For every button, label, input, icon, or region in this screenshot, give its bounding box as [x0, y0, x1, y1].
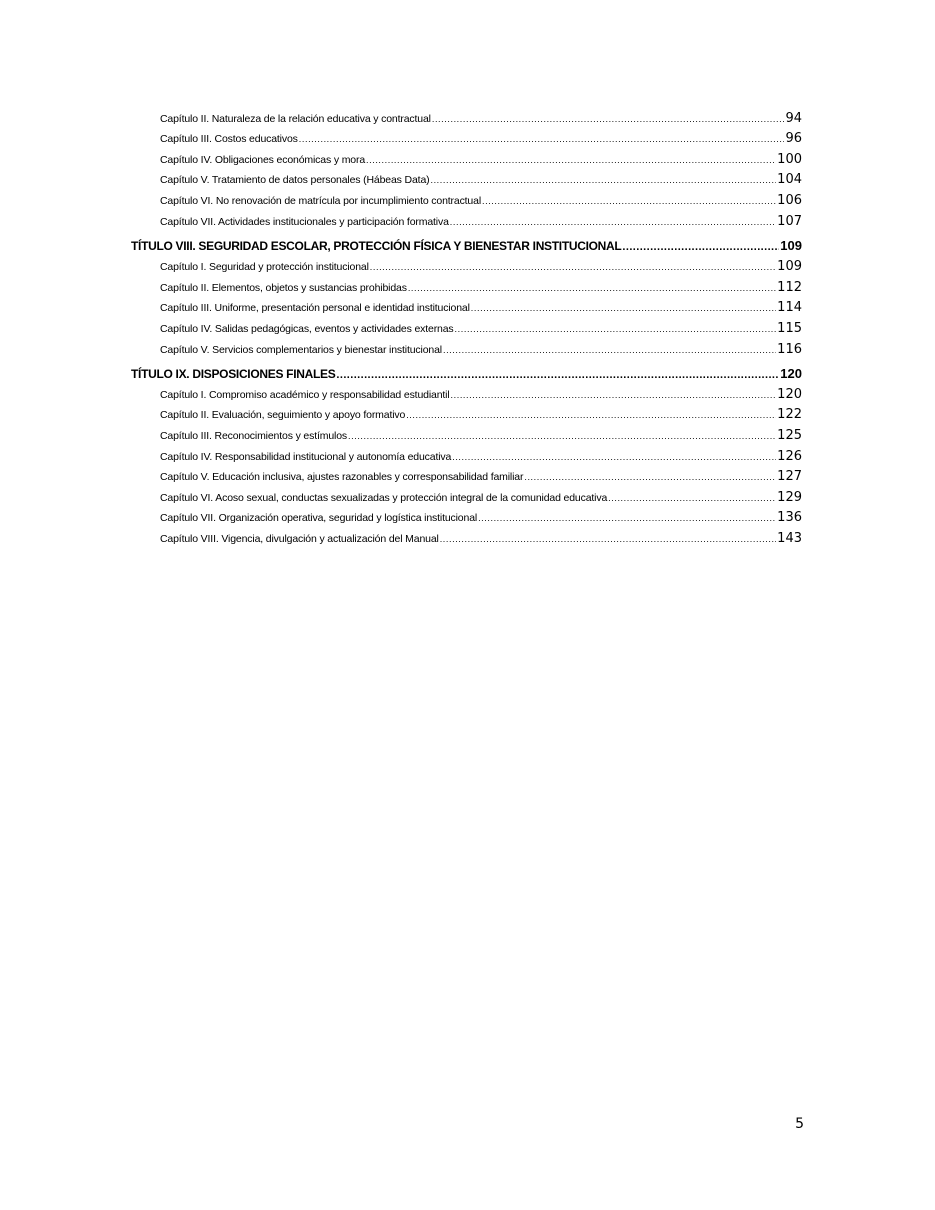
toc-entry-page: 106 — [777, 193, 802, 208]
toc-entry[interactable] — [160, 300, 802, 315]
toc-entry-label: Capítulo VII. Actividades institucionales y participación formativa — [160, 216, 449, 228]
toc-entry-page: 100 — [777, 152, 802, 167]
toc-entry-page: 94 — [785, 111, 802, 126]
toc-title-page: 109 — [780, 238, 802, 253]
dot-leader — [478, 513, 776, 523]
toc-entry[interactable] — [160, 321, 802, 336]
dot-leader — [455, 324, 777, 334]
toc-title-label: TÍTULO VIII. SEGURIDAD ESCOLAR, PROTECCIÓN FÍSICA Y BIENESTAR INSTITUCIONAL — [131, 239, 622, 253]
toc-entry-label: Capítulo II. Evaluación, seguimiento y apoyo formativo — [160, 409, 406, 421]
toc-entry-label: Capítulo VIII. Vigencia, divulgación y actualización del Manual — [160, 533, 439, 545]
toc-entry-label: Capítulo I. Seguridad y protección institucional — [160, 261, 369, 273]
toc-entry[interactable] — [160, 152, 802, 167]
toc-entry-label: Capítulo V. Educación inclusiva, ajustes razonables y corresponsabilidad familiar — [160, 471, 524, 483]
dot-leader — [432, 114, 785, 124]
toc-entry-page: 104 — [777, 172, 802, 187]
dot-leader — [482, 196, 776, 206]
toc-entry[interactable] — [160, 531, 802, 546]
dot-leader — [370, 262, 776, 272]
dot-leader — [451, 390, 777, 400]
toc-title-entry[interactable] — [131, 366, 802, 381]
toc-title-label: TÍTULO IX. DISPOSICIONES FINALES — [131, 367, 336, 381]
toc-entry[interactable] — [160, 342, 802, 357]
dot-leader — [443, 345, 776, 355]
toc-entry[interactable] — [160, 280, 802, 295]
toc-entry-page: 126 — [777, 449, 802, 464]
toc-entry[interactable] — [160, 131, 802, 146]
toc-entry-page: 125 — [777, 428, 802, 443]
toc-entry-label: Capítulo IV. Obligaciones económicas y mora — [160, 154, 366, 166]
toc-entry[interactable] — [160, 214, 802, 229]
toc-entry-label: Capítulo VII. Organización operativa, seguridad y logística institucional — [160, 512, 478, 524]
toc-entry-label: Capítulo II. Elementos, objetos y sustancias prohibidas — [160, 282, 407, 294]
dot-leader — [471, 303, 776, 313]
dot-leader — [366, 155, 776, 165]
toc-entry-label: Capítulo IV. Salidas pedagógicas, eventos y actividades externas — [160, 323, 454, 335]
dot-leader — [336, 369, 779, 381]
toc-entry-label: Capítulo III. Costos educativos — [160, 133, 298, 145]
toc-entry-page: 96 — [785, 131, 802, 146]
toc-entry-page: 115 — [777, 321, 802, 336]
toc-entry[interactable] — [160, 172, 802, 187]
toc-title-entry[interactable] — [131, 238, 802, 253]
dot-leader — [299, 134, 785, 144]
dot-leader — [408, 283, 776, 293]
dot-leader — [440, 534, 776, 544]
toc-entry-page: 114 — [777, 300, 802, 315]
dot-leader — [430, 175, 776, 185]
toc-entry-label: Capítulo I. Compromiso académico y responsabilidad estudiantil — [160, 389, 450, 401]
toc-entry-label: Capítulo VI. Acoso sexual, conductas sexualizadas y protección integral de la comunidad educativa — [160, 492, 608, 504]
toc-entry-page: 129 — [777, 490, 802, 505]
toc-entry-page: 136 — [777, 510, 802, 525]
toc-entry[interactable] — [160, 111, 802, 126]
toc-title-page: 120 — [780, 366, 802, 381]
dot-leader — [524, 472, 776, 482]
dot-leader — [608, 493, 776, 503]
toc-entry-label: Capítulo VI. No renovación de matrícula por incumplimiento contractual — [160, 195, 481, 207]
page-number: 5 — [795, 1116, 804, 1132]
dot-leader — [348, 431, 776, 441]
toc-entry-page: 122 — [777, 407, 802, 422]
dot-leader — [450, 217, 776, 227]
toc-entry[interactable] — [160, 449, 802, 464]
toc-entry-page: 107 — [777, 214, 802, 229]
toc-entry[interactable] — [160, 387, 802, 402]
toc-entry[interactable] — [160, 428, 802, 443]
dot-leader — [622, 241, 779, 253]
toc-entry-label: Capítulo III. Uniforme, presentación personal e identidad institucional — [160, 302, 470, 314]
toc-entry[interactable] — [160, 407, 802, 422]
toc-entry[interactable] — [160, 490, 802, 505]
toc-entry-page: 116 — [777, 342, 802, 357]
dot-leader — [452, 452, 776, 462]
toc-entry[interactable] — [160, 469, 802, 484]
toc-entry-page: 109 — [777, 259, 802, 274]
toc-entry-label: Capítulo IV. Responsabilidad institucional y autonomía educativa — [160, 451, 452, 463]
toc-entry[interactable] — [160, 510, 802, 525]
toc-entry-page: 120 — [777, 387, 802, 402]
toc-entry-label: Capítulo V. Servicios complementarios y bienestar institucional — [160, 344, 442, 356]
toc-entry-page: 112 — [777, 280, 802, 295]
toc-entry-page: 127 — [777, 469, 802, 484]
toc-entry[interactable] — [160, 193, 802, 208]
toc-entry-label: Capítulo III. Reconocimientos y estímulos — [160, 430, 348, 442]
toc-entry-label: Capítulo II. Naturaleza de la relación educativa y contractual — [160, 113, 431, 125]
toc-entry[interactable] — [160, 259, 802, 274]
toc-entry-label: Capítulo V. Tratamiento de datos personales (Hábeas Data) — [160, 174, 430, 186]
dot-leader — [406, 410, 776, 420]
toc-entry-page: 143 — [777, 531, 802, 546]
